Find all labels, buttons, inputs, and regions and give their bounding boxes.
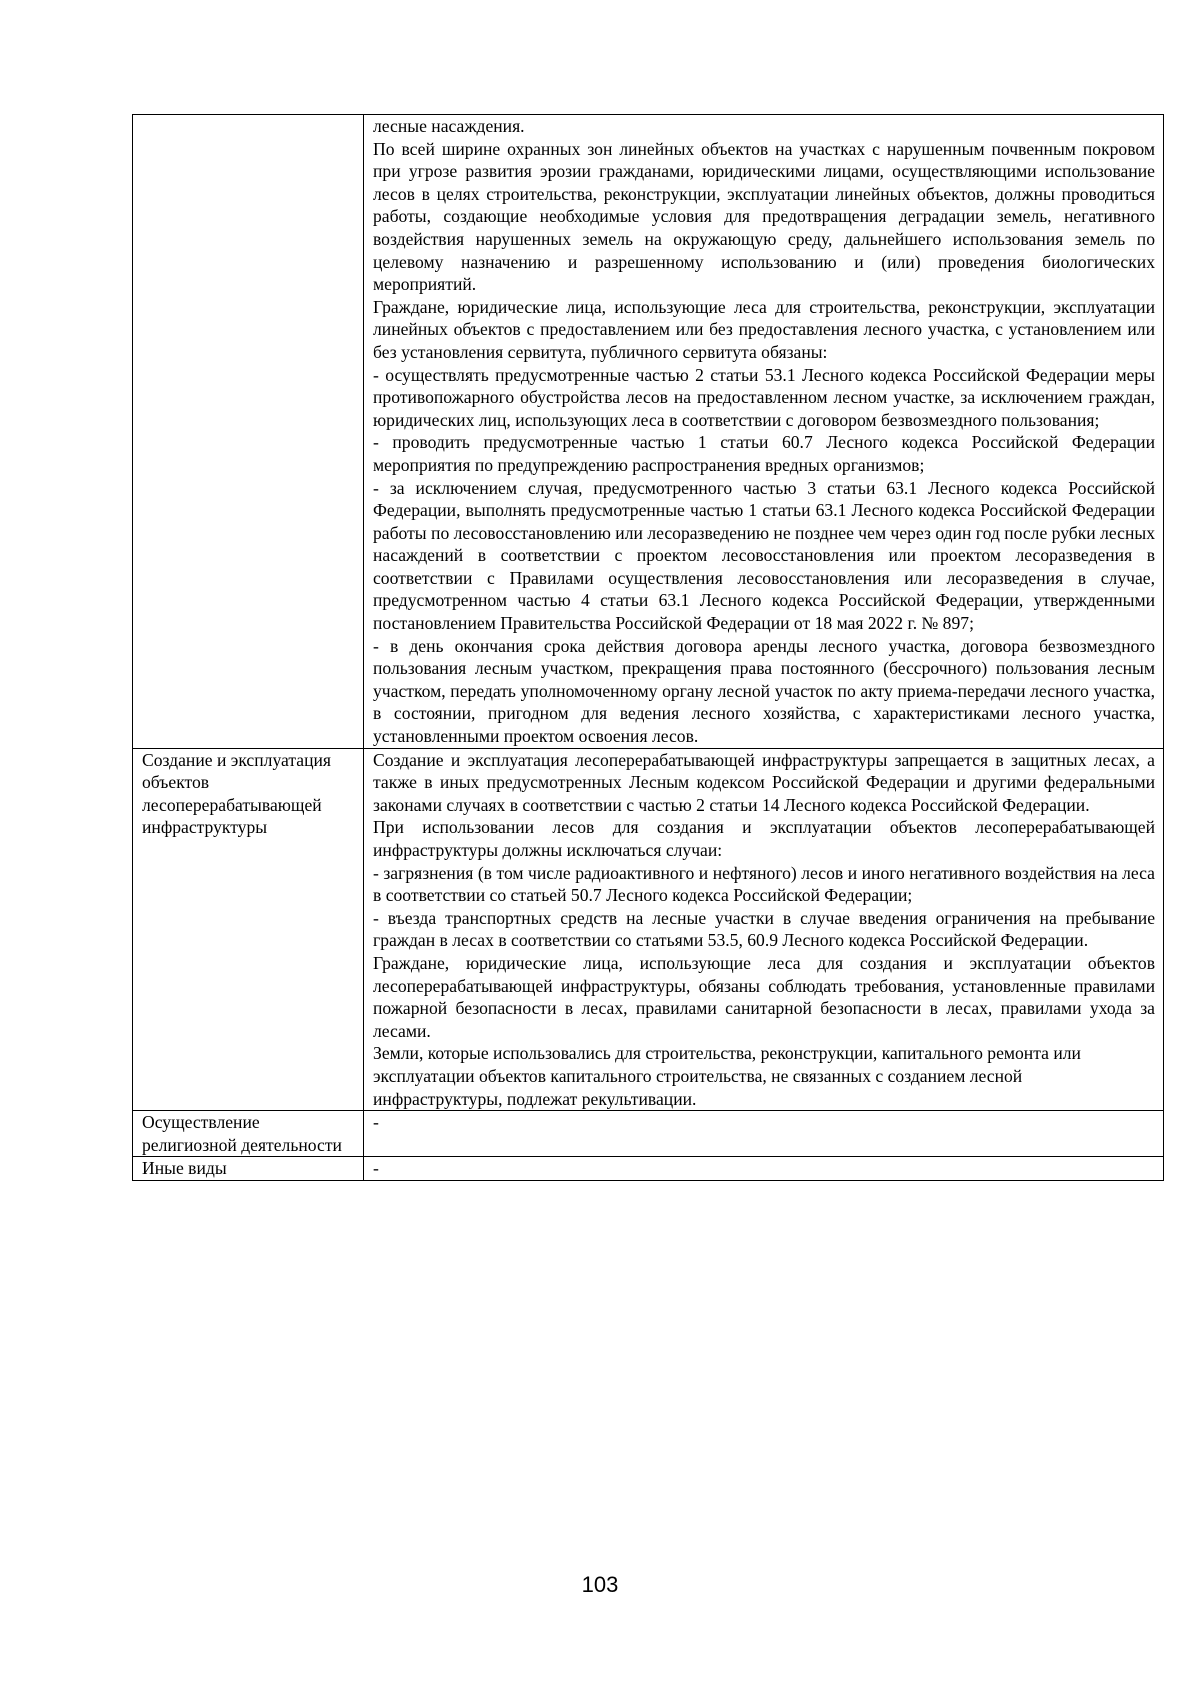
- paragraph: лесные насаждения.: [373, 116, 525, 136]
- forest-use-table: [132, 114, 1164, 1181]
- paragraph: -: [373, 1158, 379, 1179]
- table-row: [133, 748, 1164, 1111]
- paragraph: По всей ширине охранных зон линейных объектов на участках с нарушенным почвенным покровом при угрозе развития эрозии гражданами, юридическими лицами, осуществляющими использование лесов в целях строительства, реконструкции, эксплуатации линейных объектов, должны проводиться работы, создающие необходимые условия для предотвращения деградации земель, негативного воздействия нарушенных земель на окружающую среду, дальнейшего использования земель по целевому назначению и разрешенному использованию и (или) проведения биологических мероприятий.: [373, 138, 1155, 295]
- paragraph: - въезда транспортных средств на лесные участки в случае введения ограничения на пребывание граждан в лесах в соответствии со статьями 53.5, 60.9 Лесного кодекса Российской Федерации.: [373, 907, 1155, 951]
- paragraph: Земли, которые использовались для строительства, реконструкции, капитального ремонта или эксплуатации объектов капитального строительства, не связанных с созданием лесной инфраструктуры, подлежат рекультивации.: [373, 1043, 1081, 1109]
- table-row: [133, 115, 1164, 749]
- table-row: [133, 1111, 1164, 1157]
- paragraph: Гражданe, юридические лица, использующие леса для строительства, реконструкции, эксплуатации линейных объектов с предоставлением или без предоставления лесного участка, с установлением или без установления сервитута, публичного сервитута обязаны:: [373, 296, 1155, 362]
- paragraph: - осуществлять предусмотренные частью 2 статьи 53.1 Лесного кодекса Российской Федерации меры противопожарного обустройства лесов на предоставленном лесном участке, за исключением граждан, юридических лиц, использующих леса в соответствии с договором безвозмездного пользования;: [373, 364, 1155, 430]
- activity-cell: Иные виды: [133, 1157, 364, 1181]
- requirements-cell: [364, 748, 1164, 1111]
- requirements-cell: [364, 1157, 1164, 1181]
- paragraph: - загрязнения (в том числе радиоактивного и нефтяного) лесов и иного негативного воздействия на леса в соответствии со статьей 50.7 Лесного кодекса Российской Федерации;: [373, 862, 1155, 906]
- activity-cell: [133, 115, 364, 749]
- paragraph: Граждане, юридические лица, использующие леса для создания и эксплуатации объектов лесоперерабатывающей инфраструктуры, обязаны соблюдать требования, установленные правилами пожарной безопасности в лесах, правилами санитарной безопасности в лесах, правилами ухода за лесами.: [373, 952, 1155, 1041]
- activity-cell: Создание и эксплуатация объектов лесоперерабатывающей инфраструктуры: [133, 748, 364, 1111]
- paragraph: -: [373, 1112, 379, 1133]
- activity-cell: Осуществление религиозной деятельности: [133, 1111, 364, 1157]
- paragraph: При использовании лесов для создания и эксплуатации объектов лесоперерабатывающей инфраструктуры должны исключаться случаи:: [373, 817, 1155, 860]
- requirements-cell: [364, 1111, 1164, 1157]
- paragraph: Создание и эксплуатация лесоперерабатывающей инфраструктуры запрещается в защитных лесах, а также в иных предусмотренных Лесным кодексом Российской Федерации и другими федеральными законами случаях в соответствии с частью 2 статьи 14 Лесного кодекса Российской Федерации.: [373, 749, 1155, 815]
- page-number: 103: [581, 1572, 619, 1597]
- requirements-cell: [364, 115, 1164, 749]
- paragraph: - в день окончания срока действия договора аренды лесного участка, договора безвозмездного пользования лесным участком, прекращения права постоянного (бессрочного) пользования лесным участком, передать уполномоченному органу лесной участок по акту приема-передачи лесного участка, в состоянии, пригодном для ведения лесного хозяйства, с характеристиками лесного участка, установленными проектом освоения лесов.: [373, 635, 1155, 747]
- paragraph: - за исключением случая, предусмотренного частью 3 статьи 63.1 Лесного кодекса Российской Федерации, выполнять предусмотренные частью 1 статьи 63.1 Лесного кодекса Российской Федерации работы по лесовосстановлению или лесоразведению не позднее чем через один год после рубки лесных насаждений в соответствии с проектом лесовосстановления или проектом лесоразведения в соответствии с Правилами осуществления лесовосстановления или лесоразведения в случае, предусмотренном частью 4 статьи 63.1 Лесного кодекса Российской Федерации, утвержденными постановлением Правительства Российской Федерации от 18 мая 2022 г. № 897;: [373, 477, 1155, 634]
- table-row: [133, 1157, 1164, 1181]
- paragraph: - проводить предусмотренные частью 1 статьи 60.7 Лесного кодекса Российской Федерации мероприятия по предупреждению распространения вредных организмов;: [373, 432, 1155, 475]
